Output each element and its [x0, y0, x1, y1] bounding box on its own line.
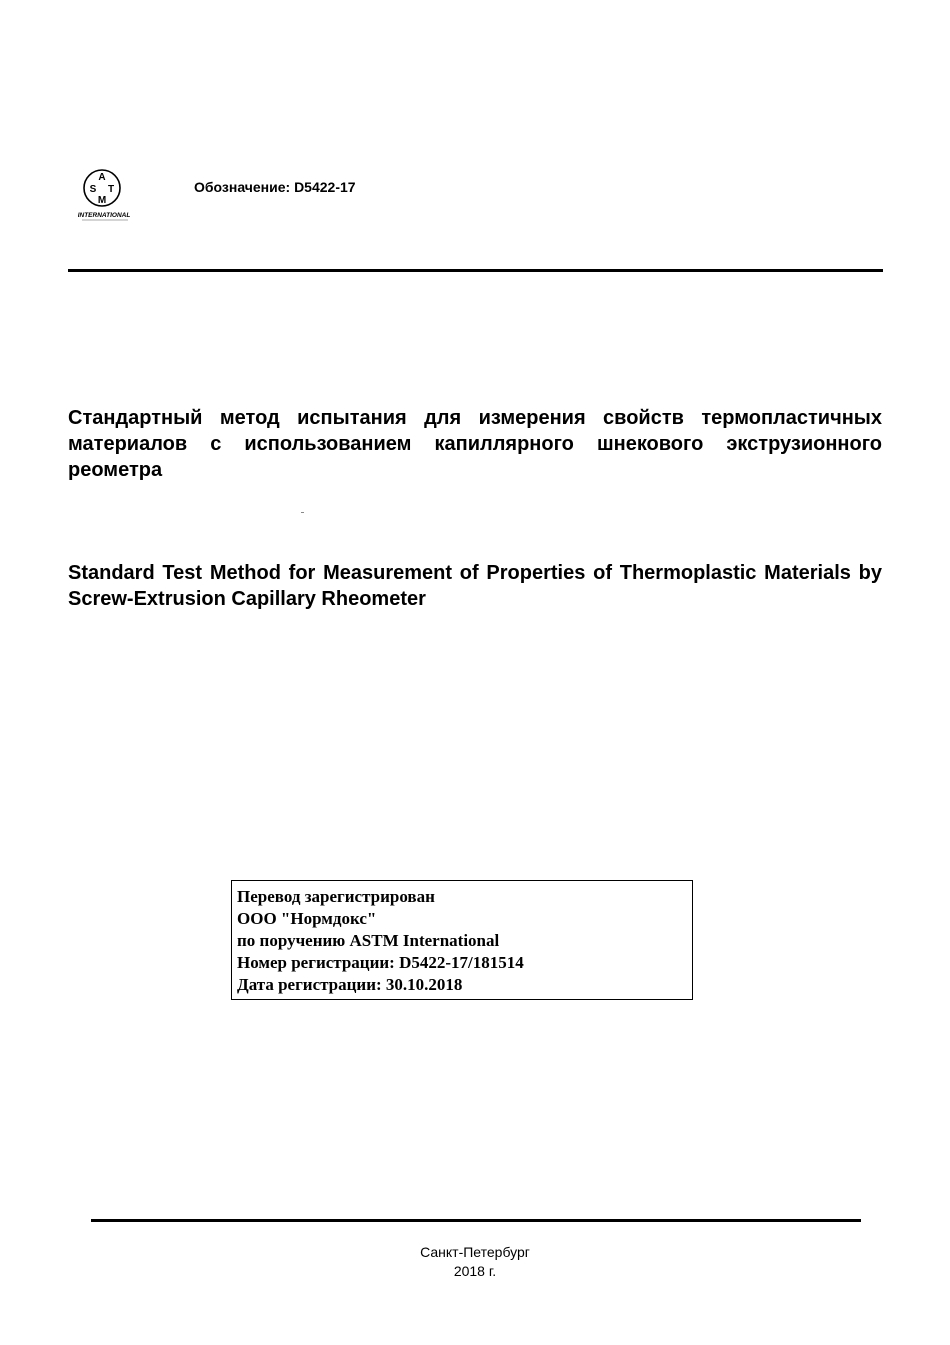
title-russian: Стандартный метод испытания для измерения свойств термопластичных материалов с использованием капиллярного шнекового экструзионного реометра — [68, 407, 882, 481]
footer-year: 2018 г. — [453, 1263, 497, 1279]
svg-text:A: A — [98, 172, 106, 183]
top-divider — [68, 269, 883, 272]
footer-city: Санкт-Петербург — [420, 1244, 530, 1260]
svg-text:M: M — [97, 195, 107, 206]
scan-mark — [301, 512, 304, 513]
registration-line: Перевод зарегистрирован — [237, 887, 435, 906]
registration-line: ООО "Нормдокс" — [237, 909, 377, 928]
registration-line: по поручению ASTM International — [237, 931, 500, 950]
svg-text:INTERNATIONAL: INTERNATIONAL — [78, 212, 131, 219]
astm-logo — [78, 166, 132, 222]
registration-box — [231, 880, 693, 1000]
registration-line: Дата регистрации: 30.10.2018 — [237, 975, 463, 994]
registration-line: Номер регистрации: D5422-17/181514 — [237, 953, 524, 972]
title-english: Standard Test Method for Measurement of Properties of Thermoplastic Materials by Screw-Extrusion Capillary Rheometer — [68, 562, 882, 610]
svg-text:S: S — [89, 184, 97, 195]
bottom-divider — [91, 1219, 861, 1222]
astm-emblem-icon — [84, 170, 120, 206]
designation-label: Обозначение: D5422-17 — [194, 179, 356, 195]
svg-text:T: T — [107, 184, 115, 195]
footer — [0, 1243, 950, 1281]
